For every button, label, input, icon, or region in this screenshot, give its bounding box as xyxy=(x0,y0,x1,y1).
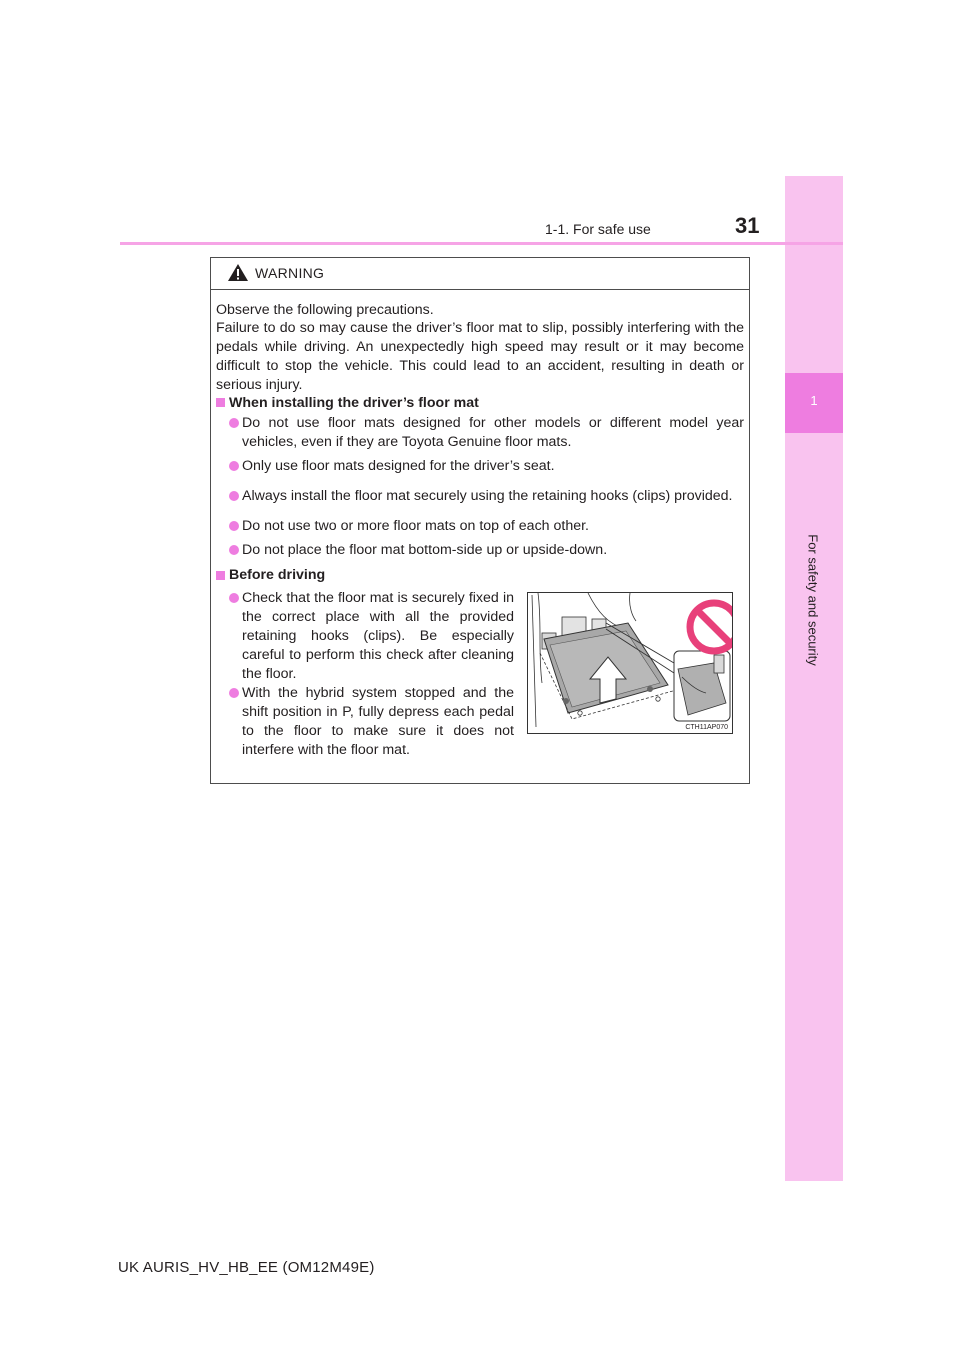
list-item: Do not use floor mats designed for other models or different model year vehicles, even if they are Toyota Genuine floor mats. xyxy=(242,415,744,450)
chapter-label xyxy=(803,520,823,680)
list-item: Only use floor mats designed for the driver’s seat. xyxy=(242,458,555,474)
warning-triangle-icon xyxy=(227,263,249,282)
section-marker xyxy=(216,398,225,407)
bullet xyxy=(229,418,239,428)
list-item: Do not use two or more floor mats on top of each other. xyxy=(242,518,589,534)
bullet xyxy=(229,688,239,698)
list-item: Check that the floor mat is securely fixed in the correct place with all the provided retaining hooks (clips). Be especially careful to perform this check after cleaning the floor. xyxy=(242,590,514,682)
bullet xyxy=(229,491,239,501)
bullet xyxy=(229,461,239,471)
section-marker xyxy=(216,571,225,580)
chapter-number: 1 xyxy=(785,373,843,433)
section-2-heading: Before driving xyxy=(229,567,326,583)
warning-intro-2: Failure to do so may cause the driver’s floor mat to slip, possibly interfering with the pedals while driving. An unexpectedly high speed may result or it may become difficult to stop the vehicle. This could lead to an accident, resulting in death or serious injury. xyxy=(216,320,744,393)
section-1-heading: When installing the driver’s floor mat xyxy=(229,395,479,411)
list-item: Do not place the floor mat bottom-side up or upside-down. xyxy=(242,542,608,558)
chapter-label-text: For safety and security xyxy=(805,534,821,666)
floor-mat-drawing xyxy=(528,593,733,734)
page-number: 31 xyxy=(735,213,760,238)
warning-intro-1: Observe the following precautions. xyxy=(216,302,434,318)
warning-title: WARNING xyxy=(255,265,325,281)
illustration-code: CTH11AP070 xyxy=(685,724,728,731)
bullet xyxy=(229,545,239,555)
list-item: Always install the floor mat securely using the retaining hooks (clips) provided. xyxy=(242,488,733,504)
floor-mat-illustration xyxy=(527,592,733,734)
header-rule xyxy=(120,242,843,245)
section-title: 1-1. For safe use xyxy=(545,221,651,237)
warning-header xyxy=(211,258,749,290)
bullet xyxy=(229,521,239,531)
list-item: With the hybrid system stopped and the shift position in P, fully depress each pedal to the floor to make sure it does not interfere with the floor mat. xyxy=(242,685,514,758)
bullet xyxy=(229,593,239,603)
footer-model-code: UK AURIS_HV_HB_EE (OM12M49E) xyxy=(118,1259,375,1276)
